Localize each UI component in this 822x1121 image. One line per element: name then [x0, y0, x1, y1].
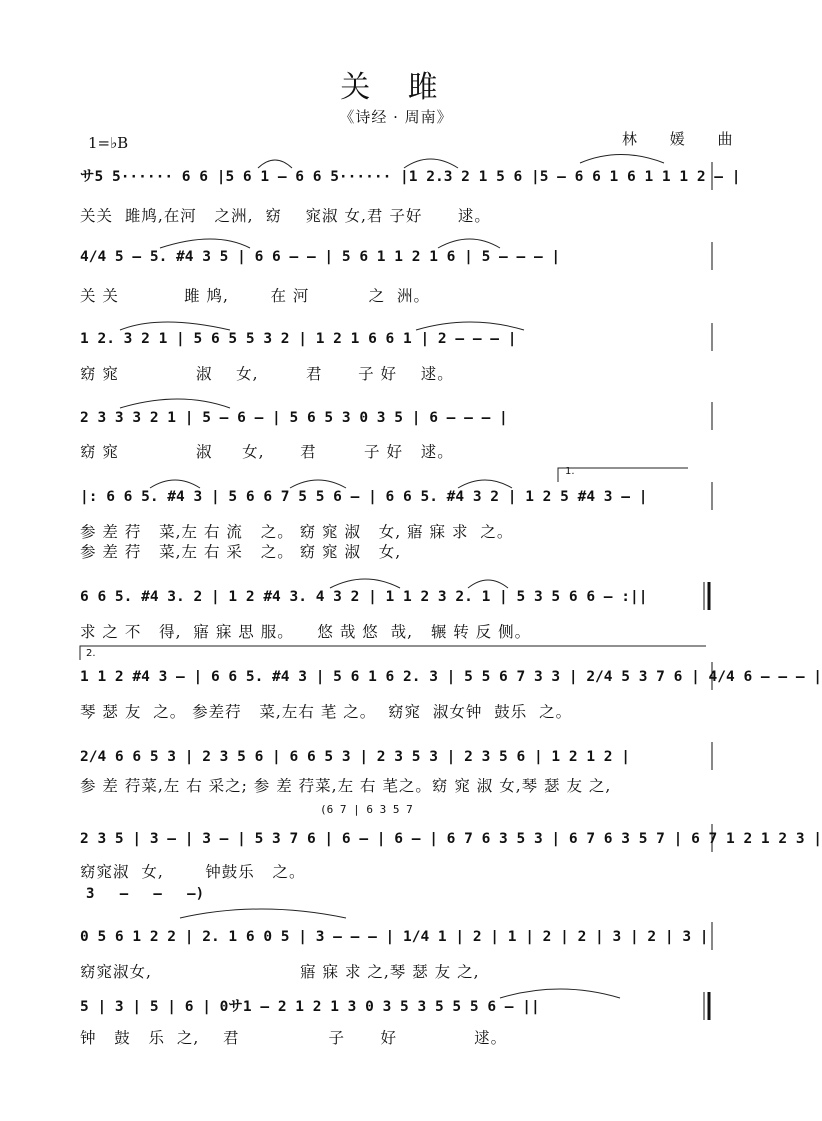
system-8-lyrics: 参 差 荇菜,左 右 采之; 参 差 荇菜,左 右 芼之。窈 窕 淑 女,琴 瑟 友 之,: [80, 777, 612, 795]
system-4-lyrics: 窈 窕 淑 女, 君 子 好 逑。: [80, 443, 454, 461]
volta-1-label: 1.: [565, 466, 575, 477]
page-title: 关 雎: [340, 70, 452, 105]
slur: [180, 909, 346, 918]
slur: [404, 159, 458, 168]
system-4-notes: 2 3 3 3 2 1 | 5 – 6 – | 5 6 5 3 0 3 5 | 6 – – – |: [80, 410, 508, 426]
composer-credit: 林 媛 曲: [622, 130, 747, 148]
slur: [120, 399, 230, 408]
system-6-notes: 6 6 5. #4 3. 2 | 1 2 #4 3. 4 3 2 | 1 1 2 3 2. 1 | 5 3 5 6 6 – :||: [80, 589, 648, 605]
slur: [416, 322, 524, 330]
system-10-notes: 0 5 6 1 2 2 | 2. 1 6 0 5 | 3 – – – | 1/4 1 | 2 | 1 | 2 | 2 | 3 | 2 | 3 |: [80, 929, 709, 945]
slur: [438, 239, 500, 248]
system-3-lyrics: 窈 窕 淑 女, 君 子 好 逑。: [80, 365, 454, 383]
system-1-notes: サ5 5······ 6 6 |5 6 1 – 6 6 5······ |1 2.3 2 1 5 6 |5 – 6 6 1 6 1 1 1 2 – |: [80, 169, 741, 185]
volta-2-bracket: [80, 646, 706, 660]
slur: [468, 580, 508, 588]
system-3-notes: 1 2. 3 2 1 | 5 6 5 5 3 2 | 1 2 1 6 6 1 | 2 – – – |: [80, 331, 517, 347]
system-2-lyrics: 关 关 雎 鸠, 在 河 之 洲。: [80, 287, 431, 305]
slur: [290, 480, 346, 488]
key-signature: 1=♭B: [88, 134, 129, 152]
volta-2-label: 2.: [86, 648, 96, 659]
system-8-notes: 2/4 6 6 5 3 | 2 3 5 6 | 6 6 5 3 | 2 3 5 3 | 2 3 5 6 | 1 2 1 2 |: [80, 749, 630, 765]
system-5-lyrics-verse-1: 参 差 荇 菜,左 右 流 之。 窈 窕 淑 女, 寤 寐 求 之。: [80, 523, 514, 541]
system-9-cue-notes: (6 7 | 6 3 5 7: [320, 803, 413, 816]
system-2-notes: 4/4 5 – 5. #4 3 5 | 6 6 – – | 5 6 1 1 2 1 6 | 5 – – – |: [80, 249, 561, 265]
slur: [500, 989, 620, 998]
system-11-notes: 5 | 3 | 5 | 6 | 0サ1 – 2 1 2 1 3 0 3 5 3 5 5 5 6 – ||: [80, 999, 540, 1015]
system-9-notes: 2 3 5 | 3 – | 3 – | 5 3 7 6 | 6 – | 6 – | 6 7 6 3 5 3 | 6 7 6 3 5 7 | 6 7 1 2 1 2 3 |: [80, 831, 822, 847]
slur: [150, 480, 200, 488]
slur: [330, 579, 400, 588]
system-9-cue-ending: 3 – – –): [86, 886, 205, 902]
system-5-lyrics-verse-2: 参 差 荇 菜,左 右 采 之。 窈 窕 淑 女,: [80, 543, 402, 561]
slur: [120, 322, 230, 330]
slur: [580, 155, 664, 164]
system-9-lyrics: 窈窕淑 女, 钟鼓乐 之。: [80, 863, 306, 881]
slur: [258, 160, 292, 168]
system-7-lyrics: 琴 瑟 友 之。 参差荇 菜,左右 芼 之。 窈窕 淑女钟 鼓乐 之。: [80, 703, 573, 721]
slur: [160, 239, 250, 248]
system-7-notes: 1 1 2 #4 3 – | 6 6 5. #4 3 | 5 6 1 6 2. 3 | 5 5 6 7 3 3 | 2/4 5 3 7 6 | 4/4 6 – – – |: [80, 669, 822, 685]
system-5-notes: |: 6 6 5. #4 3 | 5 6 6 7 5 5 6 – | 6 6 5. #4 3 2 | 1 2 5 #4 3 – |: [80, 489, 648, 505]
system-6-lyrics: 求 之 不 得, 寤 寐 思 服。 悠 哉 悠 哉, 辗 转 反 侧。: [80, 623, 532, 641]
system-11-lyrics: 钟 鼓 乐 之, 君 子 好 逑。: [80, 1029, 508, 1047]
page-subtitle: 《诗经 · 周南》: [339, 108, 453, 126]
system-1-lyrics: 关关 雎鸠,在河 之洲, 窈 窕淑 女,君 子好 逑。: [80, 207, 491, 225]
volta-1-bracket: [558, 468, 688, 482]
slur: [458, 480, 512, 488]
system-10-lyrics: 窈窕淑女, 寤 寐 求 之,琴 瑟 友 之,: [80, 963, 480, 981]
